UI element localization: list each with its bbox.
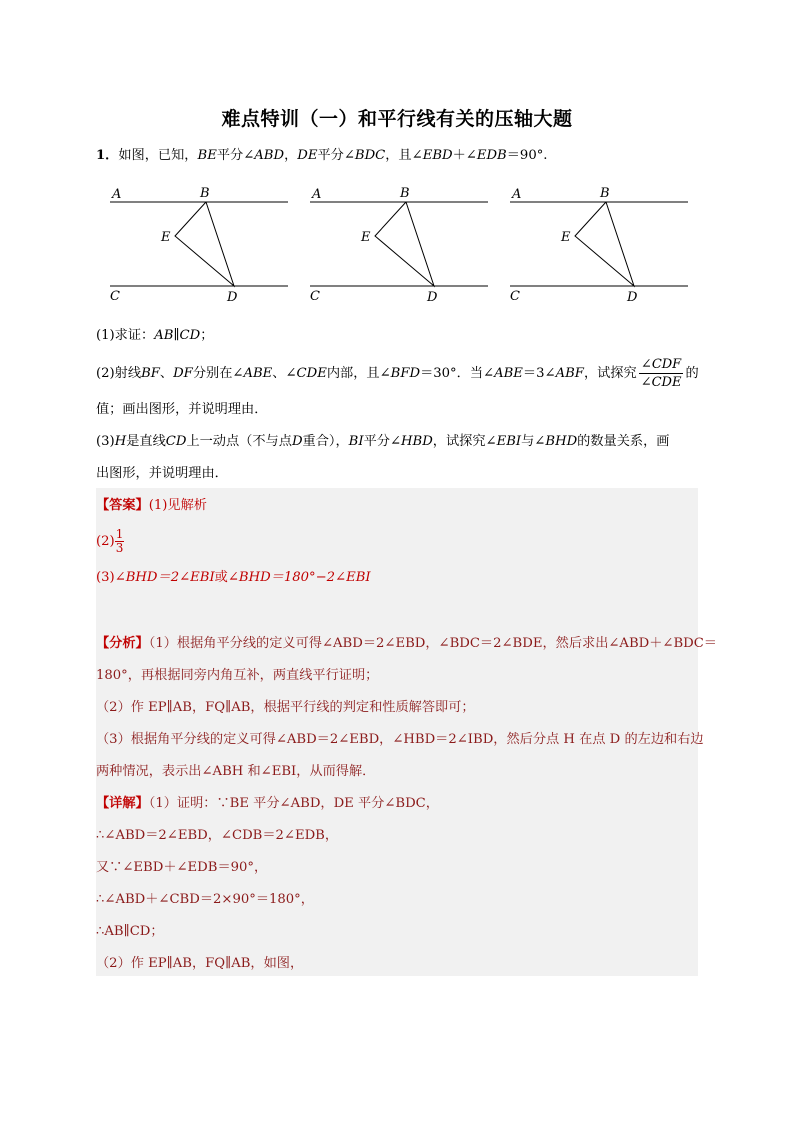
label-e: E [161,230,171,245]
detail-tag: 【详解】 [96,796,149,811]
label-d: D [227,290,238,305]
page-title: 难点特训（一）和平行线有关的压轴大题 [221,108,573,130]
fraction-cdf-cde: $\frac{\text{∠CDF}}{\text{∠CDE}}$ [640,357,682,390]
part-2-line-2: 值；画出图形，并说明理由． [96,402,268,417]
detail-line-2: ∴∠ABD＝2∠EBD，∠CDB＝2∠EDB， [96,828,339,843]
answer-tag: 【答案】 [96,498,149,513]
geometry-figure-2 [296,180,496,310]
geometry-figures [96,180,706,310]
analysis-line-1: 【分析】（1）根据角平分线的定义可得∠ABD＝2∠EBD，∠BDC＝2∠BDE，然后求出∠ABD＋∠BDC＝ [96,636,717,651]
geometry-figure-3 [496,180,696,310]
label-e: E [561,230,571,245]
analysis-line-3: （2）作 EP∥AB，FQ∥AB，根据平行线的判定和性质解答即可； [96,700,475,715]
label-b: B [200,186,210,201]
part-3-line-2: 出图形，并说明理由． [96,466,228,481]
analysis-tag: 【分析】 [96,636,149,651]
label-c: C [110,289,120,304]
geometry-figure-1 [96,180,296,310]
label-d: D [427,290,438,305]
label-c: C [510,289,520,304]
detail-line-3: 又∵∠EBD＋∠EDB＝90°， [96,860,268,875]
detail-line-4: ∴∠ABD＋∠CBD＝2×90°＝180°， [96,892,314,907]
part-1: (1)求证：AB∥CD； [96,328,214,343]
answer-line-2: (2) $\frac{1}{3}$ [96,527,124,555]
part-3-line-1: (3)H是直线CD上一动点（不与点D重合），BI平分∠HBD，试探究∠EBI与∠BHD的数量关系，画 [96,434,670,449]
label-b: B [600,186,610,201]
label-e: E [361,230,371,245]
answer-line-3: (3)∠BHD＝2∠EBI或∠BHD＝180°−2∠EBI [96,570,371,585]
label-a: A [512,187,522,202]
analysis-line-5: 两种情况，表示出∠ABH 和∠EBI，从而得解． [96,764,376,779]
answer-line-1: 【答案】(1)见解析 [96,498,207,513]
label-c: C [310,289,320,304]
analysis-line-2: 180°，再根据同旁内角互补，两直线平行证明； [96,668,379,683]
detail-line-5: ∴AB∥CD； [96,924,164,939]
label-a: A [312,187,322,202]
label-d: D [627,290,638,305]
detail-line-6: （2）作 EP∥AB，FQ∥AB，如图， [96,956,304,971]
fraction-one-third: $\frac{1}{3}$ [115,527,124,555]
detail-line-1: 【详解】（1）证明：∵BE 平分∠ABD，DE 平分∠BDC， [96,796,439,811]
label-b: B [400,186,410,201]
part-2-line-1: (2)射线BF、DF分别在∠ABE、∠CDE内部，且∠BFD＝30°．当∠ABE＝3∠ABF，试探究 $\frac{\text{∠CDF}}{\text{∠CDE}}$ 的 [96,357,699,390]
analysis-line-4: （3）根据角平分线的定义可得∠ABD＝2∠EBD，∠HBD＝2∠IBD，然后分点 H 在点 D 的左边和右边 [96,732,704,747]
question-stem: 1．如图，已知，BE平分∠ABD，DE平分∠BDC，且∠EBD＋∠EDB＝90°. [96,148,548,163]
label-a: A [112,187,122,202]
